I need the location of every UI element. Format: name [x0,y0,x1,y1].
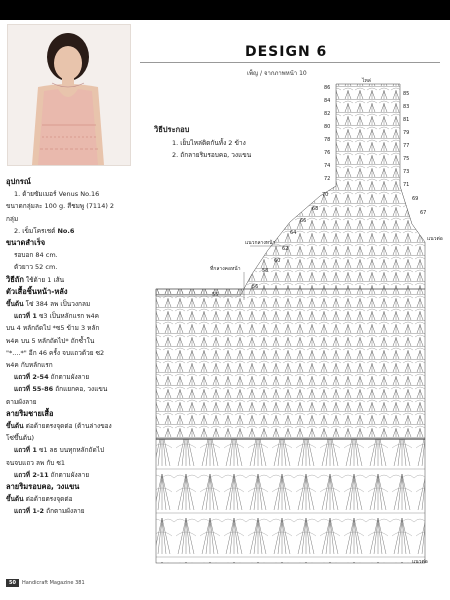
row-number-66: 66 [300,218,307,224]
row-number-86: 86 [324,85,331,91]
body-row3-line2: ตามผังลาย [6,397,37,406]
chart-main-body [156,289,425,439]
row-number-67: 67 [420,210,427,216]
hem-row1-line2: จนจบแถว ลพ กับ ซ1 [6,458,66,467]
size-heading: ขนาดสำเร็จ [6,238,46,248]
hem-start-line2: โซ่ขึ้นต้น) [6,434,34,443]
materials-heading: อุปกรณ์ [6,177,31,186]
method-line: วิธีถัก ใช้ด้าย 1 เส้น [6,274,65,284]
row-number-85: 85 [403,91,410,97]
assembly-step2: 2. ถักลายริมรอบคอ, วงแขน [172,151,252,159]
crochet-chart [150,74,445,574]
chart-upper-body [156,84,425,296]
body-row1: แถวที่ 1 ซ3 เป็นหลักแรก พ4ค [14,312,99,321]
row-number-79: 79 [403,130,410,136]
body-row1-line2: บน 4 หลักถัดไป *ซ5 ข้าม 3 หลัก [6,324,100,333]
model-illustration [8,25,130,165]
body-row1-line5: พ4ค กับหลักแรก [6,361,53,370]
hem-start: ขึ้นต้น ต่อด้ายตรงจุดต่อ (ด้านล่างของ [6,422,112,431]
row-number-64: 64 [290,230,297,236]
hem-row2: แถวที่ 2-11 ถักตามผังลาย [14,470,90,479]
row-number-78: 78 [324,137,331,143]
top-black-bar [0,0,450,20]
body-start: ขึ้นต้น โซ่ 384 ลพ เป็นวงกลม [6,300,91,309]
materials-item2: 2. เข็มโครเชต์ No.6 [14,226,75,235]
armhole-label: แนวต่อ [427,236,443,242]
neck-start: ขึ้นต้น ต่อด้ายตรงจุดต่อ [6,495,73,504]
row-number-82: 82 [324,111,331,117]
row-number-62: 62 [282,246,289,252]
row-number-73: 73 [403,169,410,175]
title-divider [140,62,440,63]
row-number-84: 84 [324,98,331,104]
body-heading: ตัวเสื้อชิ้นหน้า-หลัง [6,286,68,296]
center-front-label: แนวกลางหน้า [245,240,276,246]
row-number-83: 83 [403,104,410,110]
row-number-56: 56 [252,284,259,290]
row-number-60: 60 [274,258,281,264]
row-numbers-right [403,91,426,216]
row-number-72: 72 [324,176,331,182]
body-row2: แถวที่ 2-54 ถักตามผังลาย [14,373,90,382]
model-photo [7,24,131,166]
body-row3: แถวที่ 55-86 ถักแยกคอ, วงแขน [14,385,108,394]
neck-row1: แถวที่ 1-2 ถักตามผังลาย [14,507,85,516]
materials-item1-line3: กลุ่ม [6,214,19,223]
materials-item1-line1: 1. ด้ายซัมเมอร์ Venus No.16 [14,190,100,199]
shoulder-label: ไหล่ [362,78,371,84]
row-number-68: 68 [312,206,319,212]
row-number-81: 81 [403,117,410,123]
chart-hem [156,439,425,563]
body-row1-line3: พ4ค บน 5 หลักถัดไป* ถักซ้ำใน [6,336,95,345]
hem-row1: แถวที่ 1 ซ1 ลธ บนทุกหลักถัดไป [14,446,105,455]
row-number-76: 76 [324,150,331,156]
row-number-75: 75 [403,156,410,162]
row-number-55: 55 [212,292,219,298]
body-row1-line4: "*....*" อีก 46 ครั้ง จบแถวด้วย ซ2 [6,348,105,357]
hem-heading: ลายริมชายเสื้อ [6,408,54,418]
join-label: แนวต่อ [412,559,428,565]
assembly-step1: 1. เย็บไหล่ติดกันทั้ง 2 ข้าง [172,138,246,147]
assembly-heading: วิธีประกอบ [154,125,190,134]
size-line2: ตัวยาว 52 cm. [14,263,58,272]
row-number-70: 70 [322,192,329,198]
magazine-name: Handicraft Magazine 381 [21,580,85,586]
row-number-74: 74 [324,163,331,169]
row-number-77: 77 [403,143,410,149]
row-number-58: 58 [262,268,269,274]
row-number-80: 80 [324,124,331,130]
materials-item1-line2: ขนาดกลุ่มละ 100 g. สีชมพู (7114) 2 [6,202,115,211]
design-title: DESIGN 6 [245,44,328,60]
row-number-69: 69 [412,196,419,202]
neck-center-label: ที่กลางคอหน้า [210,266,241,272]
neck-heading: ลายริมรอบคอ, วงแขน [6,482,80,492]
instructions-column [6,176,138,518]
row-number-71: 71 [403,182,410,188]
design-subtitle: เพ็ญ / จากภาพหน้า 10 [247,70,307,77]
page-footer [6,580,85,586]
size-line1: รอบอก 84 cm. [14,251,58,260]
page-number: 50 [6,579,19,587]
